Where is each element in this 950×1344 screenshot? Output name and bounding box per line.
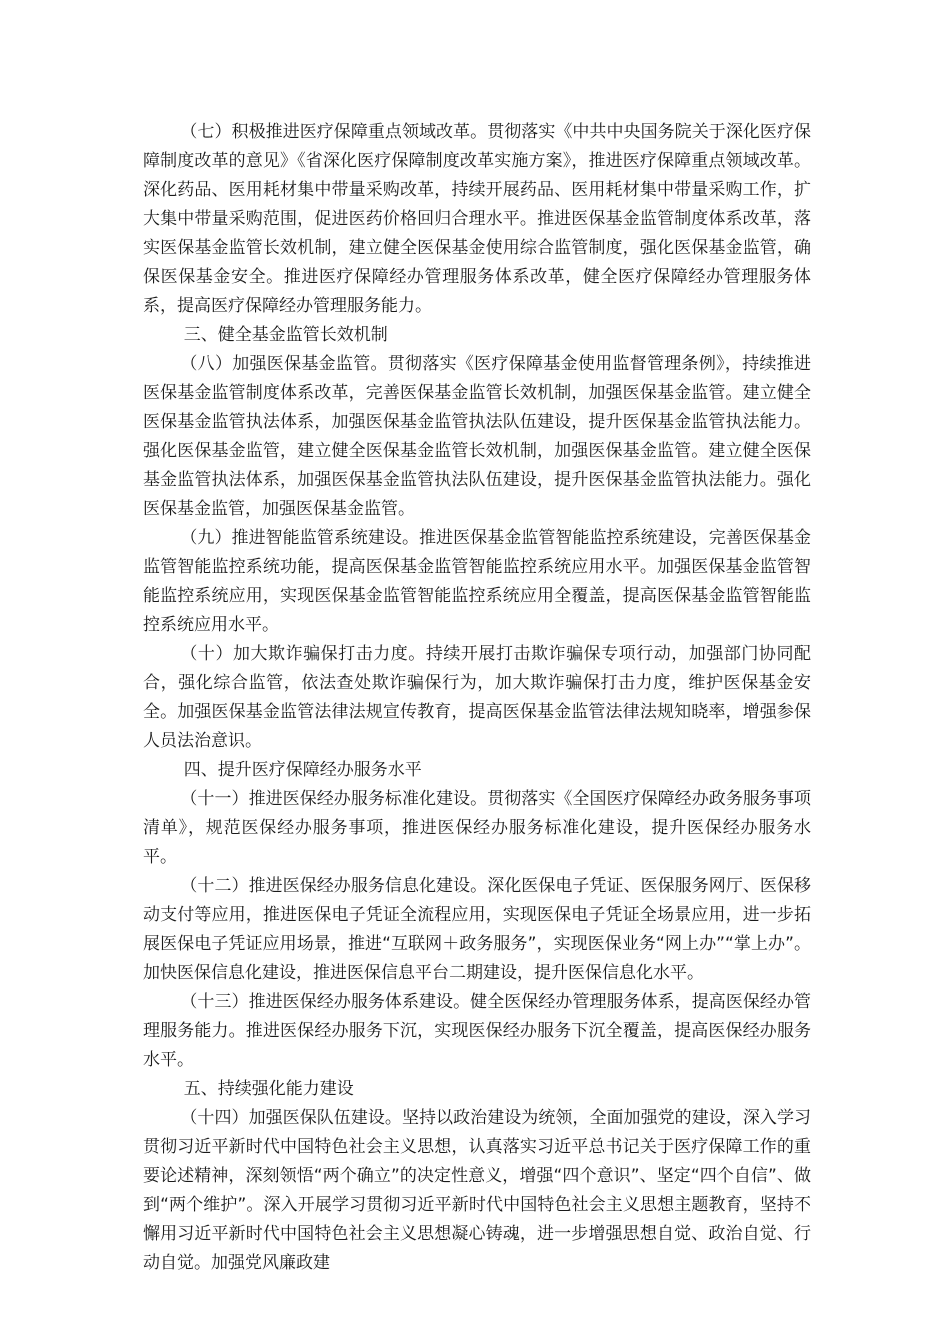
- section-heading-4: 四、提升医疗保障经办服务水平: [183, 760, 422, 780]
- paragraph-12: （十二）推进医保经办服务信息化建设。深化医保电子凭证、医保服务网厅、医保移动支付等应用，推进医保电子凭证全流程应用，实现医保电子凭证全场景应用，进一步拓展医保电子凭证应用场景，推进“互联网＋政务服务”，实现医保业务“网上办”“掌上办”。加快医保信息化建设，推进医保信息平台二期建设，提升医保信息化水平。: [143, 876, 811, 983]
- paragraph-7: （七）积极推进医疗保障重点领域改革。贯彻落实《中共中央国务院关于深化医疗保障制度改革的意见》《省深化医疗保障制度改革实施方案》，推进医疗保障重点领域改革。深化药品、医用耗材集中带量采购改革，持续开展药品、医用耗材集中带量采购工作，扩大集中带量采购范围，促进医药价格回归合理水平。推进医保基金监管制度体系改革，落实医保基金监管长效机制，建立健全医保基金使用综合监管制度，强化医保基金监管，确保医保基金安全。推进医疗保障经办管理服务体系改革，健全医疗保障经办管理服务体系，提高医疗保障经办管理服务能力。: [143, 122, 811, 316]
- section-heading-3: 三、健全基金监管长效机制: [183, 325, 388, 345]
- paragraph-14: （十四）加强医保队伍建设。坚持以政治建设为统领，全面加强党的建设，深入学习贯彻习近平新时代中国特色社会主义思想，认真落实习近平总书记关于医疗保障工作的重要论述精神，深刻领悟“两个确立”的决定性意义，增强“四个意识”、坚定“四个自信”、做到“两个维护”。深入开展学习贯彻习近平新时代中国特色社会主义思想主题教育，坚持不懈用习近平新时代中国特色社会主义思想凝心铸魂，进一步增强思想自觉、政治自觉、行动自觉。加强党风廉政建: [143, 1108, 811, 1273]
- paragraph-9: （九）推进智能监管系统建设。推进医保基金监管智能监控系统建设，完善医保基金监管智能监控系统功能，提高医保基金监管智能监控系统应用水平。加强医保基金监管智能监控系统应用，实现医保基金监管智能监控系统应用全覆盖，提高医保基金监管智能监控系统应用水平。: [143, 528, 811, 635]
- paragraph-13: （十三）推进医保经办服务体系建设。健全医保经办管理服务体系，提高医保经办管理服务能力。推进医保经办服务下沉，实现医保经办服务下沉全覆盖，提高医保经办服务水平。: [143, 992, 811, 1070]
- paragraph-8: （八）加强医保基金监管。贯彻落实《医疗保障基金使用监督管理条例》，持续推进医保基金监管制度体系改革，完善医保基金监管长效机制，加强医保基金监管。建立健全医保基金监管执法体系，加强医保基金监管执法队伍建设，提升医保基金监管执法能力。强化医保基金监管，建立健全医保基金监管长效机制，加强医保基金监管。建立健全医保基金监管执法体系，加强医保基金监管执法队伍建设，提升医保基金监管执法能力。强化医保基金监管，加强医保基金监管。: [143, 354, 811, 519]
- paragraph-10: （十）加大欺诈骗保打击力度。持续开展打击欺诈骗保专项行动，加强部门协同配合，强化综合监管，依法查处欺诈骗保行为，加大欺诈骗保打击力度，维护医保基金安全。加强医保基金监管法律法规宣传教育，提高医保基金监管法律法规知晓率，增强参保人员法治意识。: [143, 644, 811, 751]
- paragraph-11: （十一）推进医保经办服务标准化建设。贯彻落实《全国医疗保障经办政务服务事项清单》，规范医保经办服务事项，推进医保经办服务标准化建设，提升医保经办服务水平。: [143, 789, 811, 867]
- document-body: [143, 118, 811, 1278]
- section-heading-5: 五、持续强化能力建设: [183, 1079, 354, 1099]
